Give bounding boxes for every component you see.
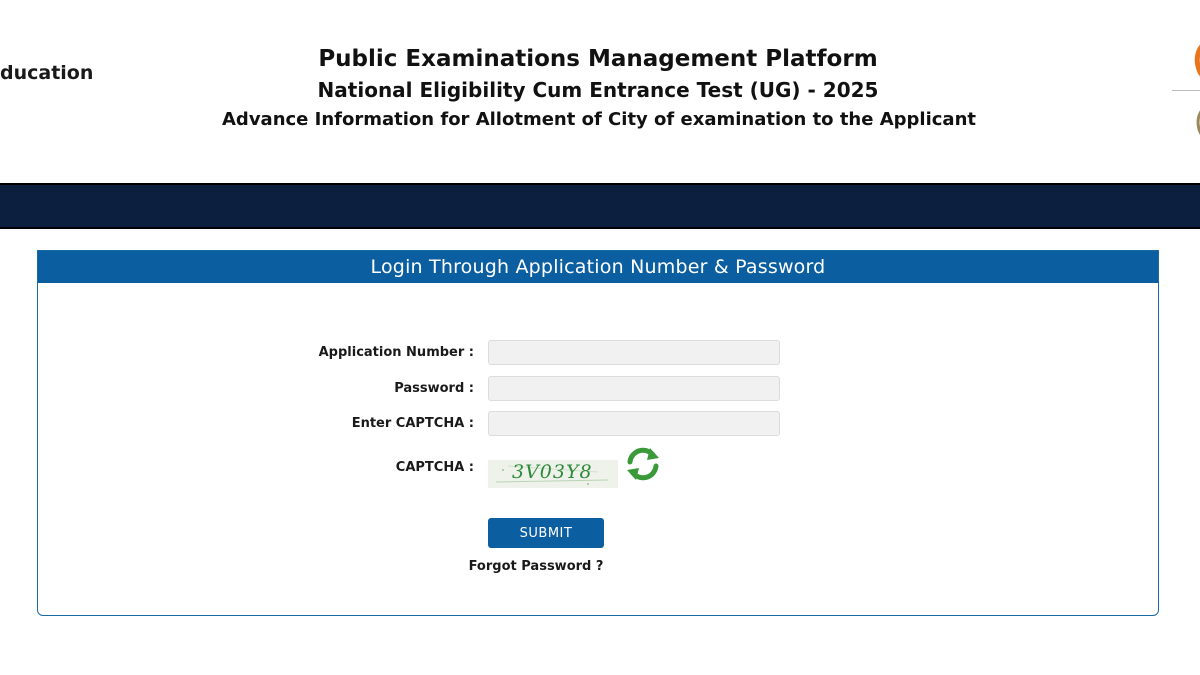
password-input[interactable]	[488, 376, 780, 401]
platform-title: Public Examinations Management Platform	[318, 46, 878, 72]
password-label: Password :	[394, 381, 474, 396]
header-titles	[0, 44, 1200, 134]
refresh-icon[interactable]	[624, 446, 662, 482]
nta-logo-icon	[1194, 104, 1200, 140]
login-panel-title: Login Through Application Number & Password	[38, 251, 1158, 283]
exam-title: National Eligibility Cum Entrance Test (UG) - 2025	[317, 78, 879, 102]
captcha-input-label: Enter CAPTCHA :	[351, 416, 474, 431]
application-number-input[interactable]	[488, 340, 780, 365]
captcha-image	[488, 460, 618, 488]
captcha-label: CAPTCHA :	[395, 460, 474, 475]
submit-button[interactable]: SUBMIT	[488, 518, 604, 548]
captcha-input[interactable]	[488, 411, 780, 436]
emblem-logo-icon	[1190, 38, 1200, 80]
application-number-label: Application Number :	[318, 345, 474, 360]
forgot-password-link[interactable]: Forgot Password ?	[468, 559, 604, 574]
logo-divider	[1172, 90, 1200, 91]
nav-bar	[0, 183, 1200, 229]
site-header	[0, 0, 1200, 183]
page-title: Advance Information for Allotment of City of examination to the Applicant	[222, 109, 976, 130]
login-panel	[37, 250, 1159, 616]
captcha-text: 3V03Y8	[512, 461, 593, 483]
ministry-name: ducation	[0, 62, 94, 84]
